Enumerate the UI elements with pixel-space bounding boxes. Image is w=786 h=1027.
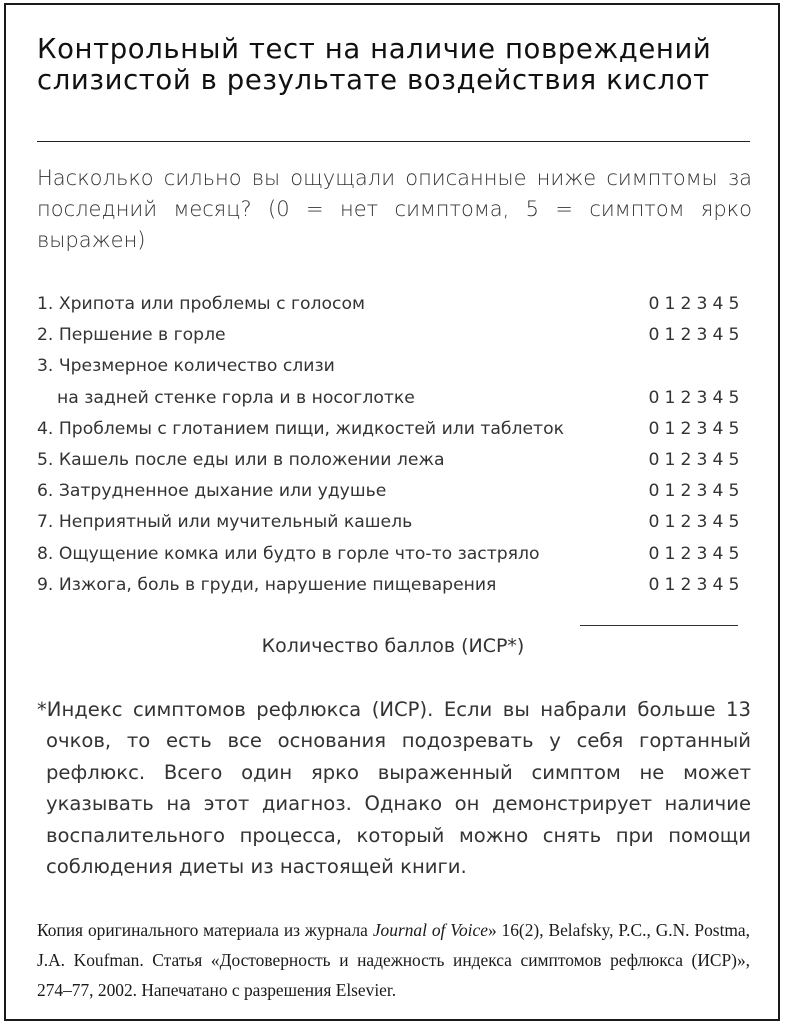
rating-3: 3 <box>696 481 708 502</box>
rating-3: 3 <box>696 418 708 439</box>
rating-5: 5 <box>728 387 740 408</box>
rating-1: 1 <box>664 418 676 439</box>
symptom-text: 2. Першение в горле <box>37 325 226 346</box>
rating-4: 4 <box>712 387 724 408</box>
rating-4: 4 <box>712 450 724 471</box>
rating-3: 3 <box>696 325 708 346</box>
rating-0: 0 <box>648 450 660 471</box>
rating-3: 3 <box>696 450 708 471</box>
rating-5: 5 <box>728 450 740 471</box>
rating-1: 1 <box>664 325 676 346</box>
symptom-item-6 <box>37 476 752 507</box>
test-instructions: Насколько сильно вы ощущали описанные ниже симптомы за последний месяц? (0 = нет симптома, 5 = симптом ярко выражен) <box>37 166 752 252</box>
rating-0: 0 <box>648 325 660 346</box>
rating-0: 0 <box>648 418 660 439</box>
symptom-text: 4. Проблемы с глотанием пищи, жидкостей или таблеток <box>37 418 564 439</box>
rating-2: 2 <box>680 450 692 471</box>
rating-4: 4 <box>712 543 724 564</box>
rating-0: 0 <box>648 294 660 314</box>
rating-2: 2 <box>680 543 692 564</box>
score-blank-line <box>580 625 738 626</box>
symptom-item-1 <box>37 289 752 320</box>
rating-0: 0 <box>648 512 660 533</box>
rating-4: 4 <box>712 418 724 439</box>
rating-1: 1 <box>664 450 676 471</box>
rating-3: 3 <box>696 387 708 408</box>
rating-scale <box>648 445 740 476</box>
rating-2: 2 <box>680 325 692 346</box>
symptom-item-8 <box>37 539 752 570</box>
rating-3: 3 <box>696 512 708 533</box>
rating-5: 5 <box>728 418 740 439</box>
page-title: Контрольный тест на наличие повреждений слизистой в результате воздействия кислот <box>37 33 712 96</box>
rating-scale <box>648 383 740 414</box>
rating-3: 3 <box>696 294 708 314</box>
rating-1: 1 <box>664 574 676 595</box>
rating-scale <box>648 320 740 351</box>
rating-5: 5 <box>728 325 740 346</box>
rating-scale <box>648 570 740 601</box>
symptom-text: 3. Чрезмерное количество слизи <box>37 356 335 377</box>
score-label: Количество баллов (ИСР*) <box>261 635 525 657</box>
rating-1: 1 <box>664 543 676 564</box>
symptom-item-9 <box>37 570 752 601</box>
rating-0: 0 <box>648 574 660 595</box>
rating-0: 0 <box>648 481 660 502</box>
symptom-text: 6. Затрудненное дыхание или удушье <box>37 481 387 502</box>
rating-scale <box>648 289 740 320</box>
rating-3: 3 <box>696 543 708 564</box>
rating-5: 5 <box>728 512 740 533</box>
rating-2: 2 <box>680 574 692 595</box>
rating-2: 2 <box>680 481 692 502</box>
symptom-text: 5. Кашель после еды или в положении лежа <box>37 450 445 471</box>
rating-scale <box>648 507 740 538</box>
symptom-text: 9. Изжога, боль в груди, нарушение пищеварения <box>37 574 497 595</box>
rating-5: 5 <box>728 574 740 595</box>
symptom-item-2 <box>37 320 752 351</box>
rating-2: 2 <box>680 512 692 533</box>
rating-1: 1 <box>664 512 676 533</box>
rating-0: 0 <box>648 543 660 564</box>
rating-2: 2 <box>680 418 692 439</box>
rating-2: 2 <box>680 387 692 408</box>
rating-scale <box>648 414 740 445</box>
title-divider <box>37 141 750 142</box>
rating-5: 5 <box>728 543 740 564</box>
rating-4: 4 <box>712 294 724 314</box>
rating-1: 1 <box>664 387 676 408</box>
rating-1: 1 <box>664 294 676 314</box>
rating-5: 5 <box>728 294 740 314</box>
journal-name: Journal of Voice <box>372 920 488 940</box>
symptom-text: 1. Хрипота или проблемы с голосом <box>37 294 365 314</box>
symptom-item-3 <box>37 351 752 413</box>
rating-4: 4 <box>712 325 724 346</box>
symptom-item-7 <box>37 507 752 538</box>
symptom-text: 7. Неприятный или мучительный кашель <box>37 512 413 533</box>
rating-5: 5 <box>728 481 740 502</box>
rating-3: 3 <box>696 574 708 595</box>
footnote: *Индекс симптомов рефлюкса (ИСР). Если вы набрали больше 13 очков, то есть все основания подозревать у себя гортанный рефлюкс. Всего один ярко выраженный симптом не может указывать на этот диагноз. Однако он демонстрирует наличие воспалительного процесса, который можно снять при помощи соблюдения диеты из настоящей книги. <box>37 698 751 879</box>
symptom-list <box>37 289 752 601</box>
rating-scale <box>648 539 740 570</box>
source-text-before: Копия оригинального материала из журнала <box>37 920 373 940</box>
rating-scale <box>648 476 740 507</box>
rating-4: 4 <box>712 574 724 595</box>
symptom-item-4 <box>37 414 752 445</box>
symptom-item-5 <box>37 445 752 476</box>
symptom-text: 8. Ощущение комка или будто в горле что-то застряло <box>37 543 540 564</box>
rating-4: 4 <box>712 481 724 502</box>
symptom-text-continued: на задней стенке горла и в носоглотке <box>57 387 415 408</box>
rating-1: 1 <box>664 481 676 502</box>
rating-0: 0 <box>648 387 660 408</box>
source-text-after: » 16(2), Belafsky, P.C., G.N. Postma, J.A. Koufman. Статья «Достоверность и надежность индекса симптомов рефлюкса (ИСР)», 274–77, 2002. Напечатано с разрешения Elsevier. <box>37 920 750 1000</box>
source-citation <box>37 915 750 1005</box>
rating-4: 4 <box>712 512 724 533</box>
rating-2: 2 <box>680 294 692 314</box>
